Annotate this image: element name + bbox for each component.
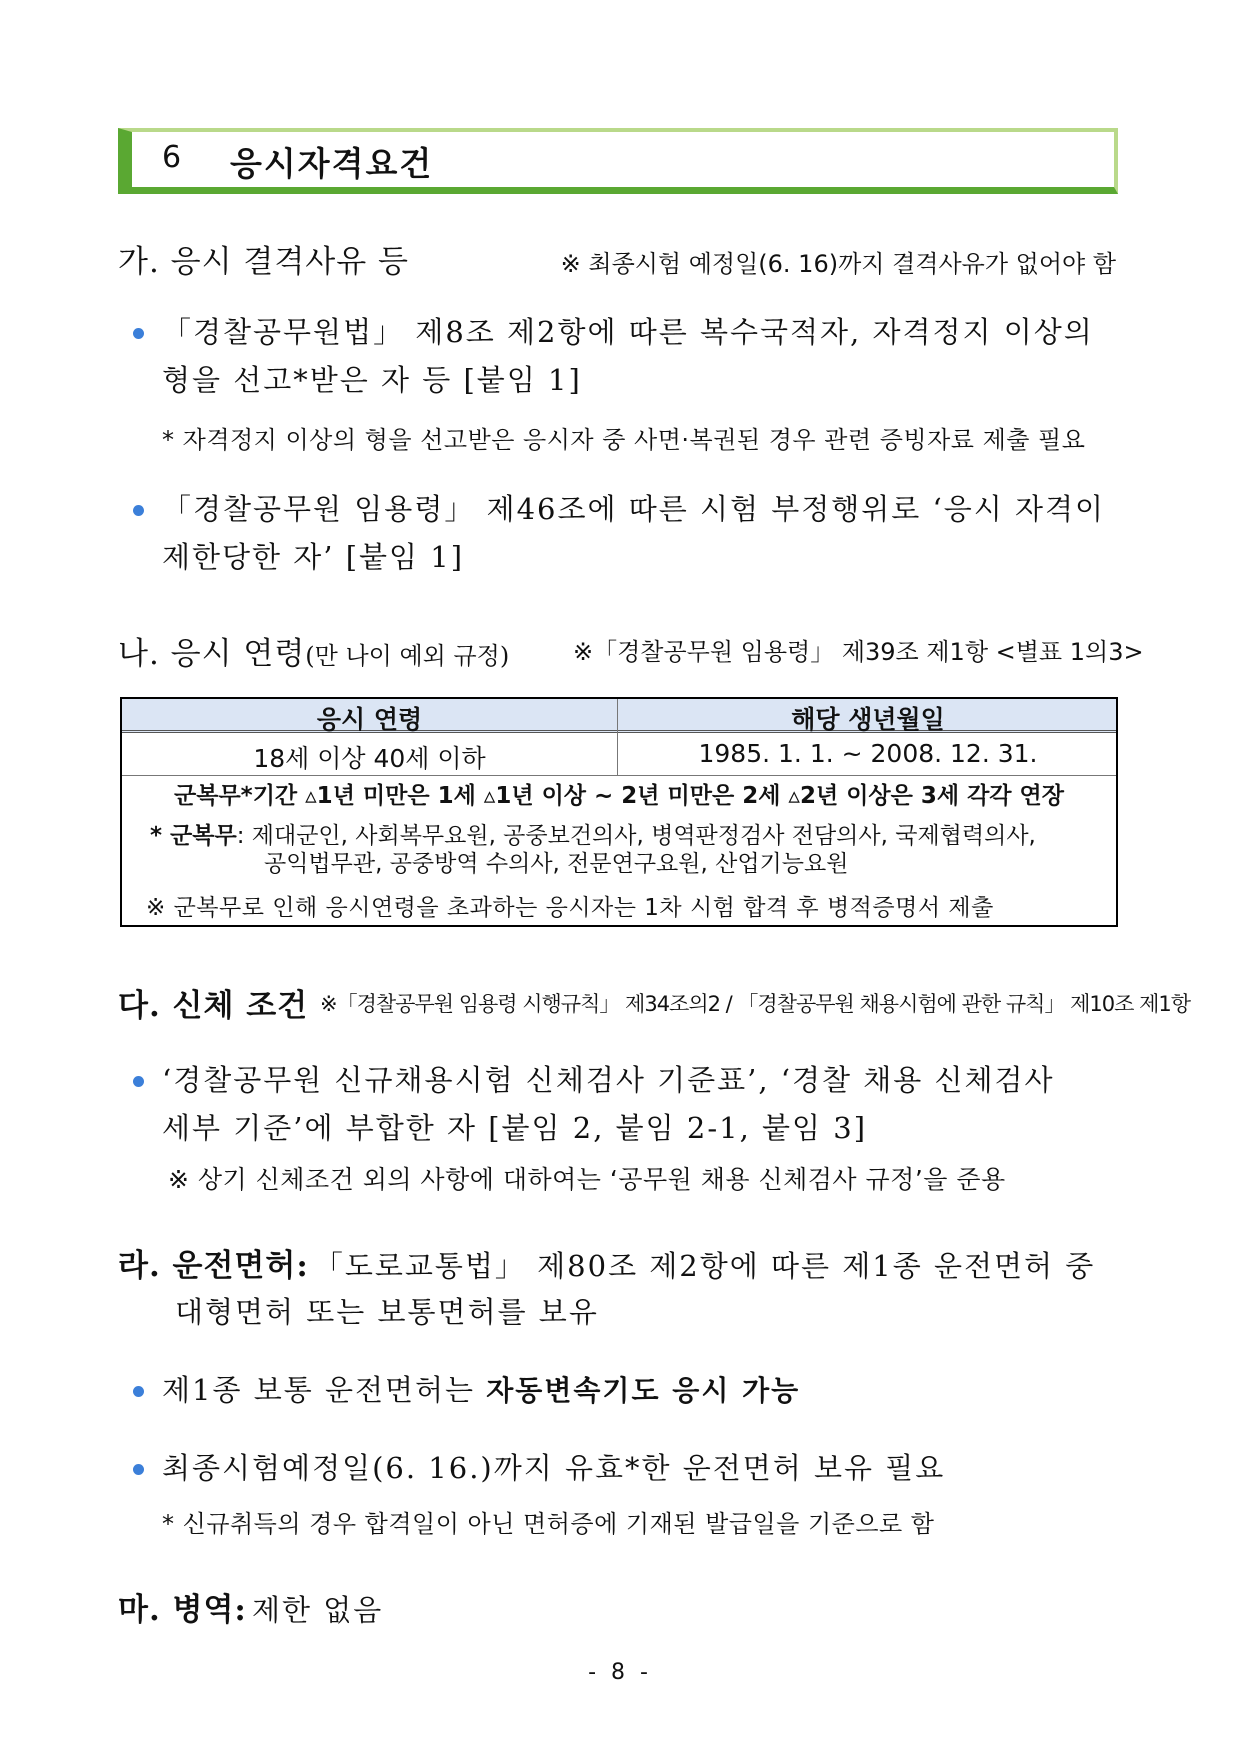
- da-bullet-line1: ‘경찰공무원 신규채용시험 신체검사 기준표’, ‘경찰 채용 신체검사: [162, 1063, 1055, 1097]
- heading-ra-label: 라. 운전면허:: [118, 1248, 309, 1284]
- da-note: ※ 상기 신체조건 외의 사항에 대하여는 ‘공무원 채용 신체검사 규정’을 준용: [168, 1165, 1006, 1194]
- ra-bullet1-bold: 자동변속기도 응시 가능: [486, 1374, 801, 1407]
- ga-bullet1-footnote: * 자격정지 이상의 형을 선고받은 응시자 중 사면·복권된 경우 관련 증빙자료 제출 필요: [162, 426, 1086, 454]
- heading-na: [118, 628, 509, 673]
- section-header: [118, 128, 1118, 194]
- heading-ma-value: 제한 없음: [251, 1593, 384, 1627]
- da-bullet-line2: 세부 기준’에 부합한 자 [붙임 2, 붙임 2-1, 붙임 3]: [162, 1111, 868, 1145]
- section-title: 응시자격요건: [230, 144, 434, 183]
- na-reference: ※「경찰공무원 임용령」 제39조 제1항 <별표 1의3>: [573, 638, 1144, 666]
- ra-bullet2-footnote: * 신규취득의 경우 합격일이 아닌 면허증에 기재된 발급일을 기준으로 함: [162, 1510, 935, 1538]
- bullet-icon: [133, 1464, 144, 1475]
- table-military-definition: [150, 822, 1036, 878]
- bullet-icon: [133, 328, 144, 339]
- heading-na-paren: (만 나이 예외 규정): [305, 642, 510, 670]
- table-military-note: ※ 군복무로 인해 응시연령을 초과하는 응시자는 1차 시험 합격 후 병적증명서 제출: [146, 895, 994, 921]
- da-reference: ※「경찰공무원 임용령 시행규칙」 제34조의2 / 「경찰공무원 채용시험에 관한 규칙」 제10조 제1항: [320, 992, 1191, 1016]
- ra-bullet1-plain: 제1종 보통 운전면허는: [162, 1373, 487, 1407]
- table-divider: [122, 775, 1116, 776]
- heading-na-main: 나. 응시 연령: [118, 636, 306, 672]
- ga-bullet1-line2: 형을 선고*받은 자 등 [붙임 1]: [162, 363, 582, 397]
- heading-ma-label: 마. 병역:: [118, 1592, 247, 1628]
- ga-bullet1-line1: 「경찰공무원법」 제8조 제2항에 따른 복수국적자, 자격정지 이상의: [162, 315, 1094, 349]
- ra-bullet1: [162, 1366, 800, 1415]
- section-number: 6: [162, 140, 182, 175]
- table-header-birthdate: 해당 생년월일: [791, 705, 945, 734]
- heading-ra: [118, 1240, 1095, 1290]
- note-ga: ※ 최종시험 예정일(6. 16)까지 결격사유가 없어야 함: [560, 250, 1116, 278]
- heading-ra-line1: 「도로교통법」 제80조 제2항에 따른 제1종 운전면허 중: [313, 1249, 1096, 1283]
- ga-bullet2-line2: 제한당한 자’ [붙임 1]: [162, 540, 465, 574]
- bullet-icon: [133, 1076, 144, 1087]
- age-table: [120, 697, 1118, 927]
- table-military-row: 군복무*기간 ▵1년 미만은 1세 ▵1년 이상 ~ 2년 미만은 2세 ▵2년 이상은 3세 각각 연장: [174, 783, 1064, 809]
- page-number: - 8 -: [588, 1660, 652, 1685]
- heading-ma: [118, 1584, 383, 1634]
- military-def-label: * 군복무: [150, 823, 237, 849]
- ra-bullet2: 최종시험예정일(6. 16.)까지 유효*한 운전면허 보유 필요: [162, 1451, 946, 1485]
- military-def-line1: : 제대군인, 사회복무요원, 공중보건의사, 병역판정검사 전담의사, 국제협력의사,: [236, 823, 1036, 849]
- heading-ga: 가. 응시 결격사유 등: [118, 244, 409, 280]
- table-cell-age: 18세 이상 40세 이하: [253, 744, 486, 773]
- bullet-icon: [133, 1386, 144, 1397]
- ga-bullet2-line1: 「경찰공무원 임용령」 제46조에 따른 시험 부정행위로 ‘응시 자격이: [162, 492, 1105, 526]
- table-cell-birthdate: 1985. 1. 1. ~ 2008. 12. 31.: [698, 739, 1038, 768]
- heading-ra-line2: 대형면허 또는 보통면허를 보유: [175, 1295, 599, 1329]
- military-def-line2: 공익법무관, 공중방역 수의사, 전문연구요원, 산업기능요원: [264, 851, 849, 877]
- heading-da: 다. 신체 조건: [118, 988, 309, 1024]
- bullet-icon: [133, 505, 144, 516]
- table-header-age: 응시 연령: [316, 705, 423, 734]
